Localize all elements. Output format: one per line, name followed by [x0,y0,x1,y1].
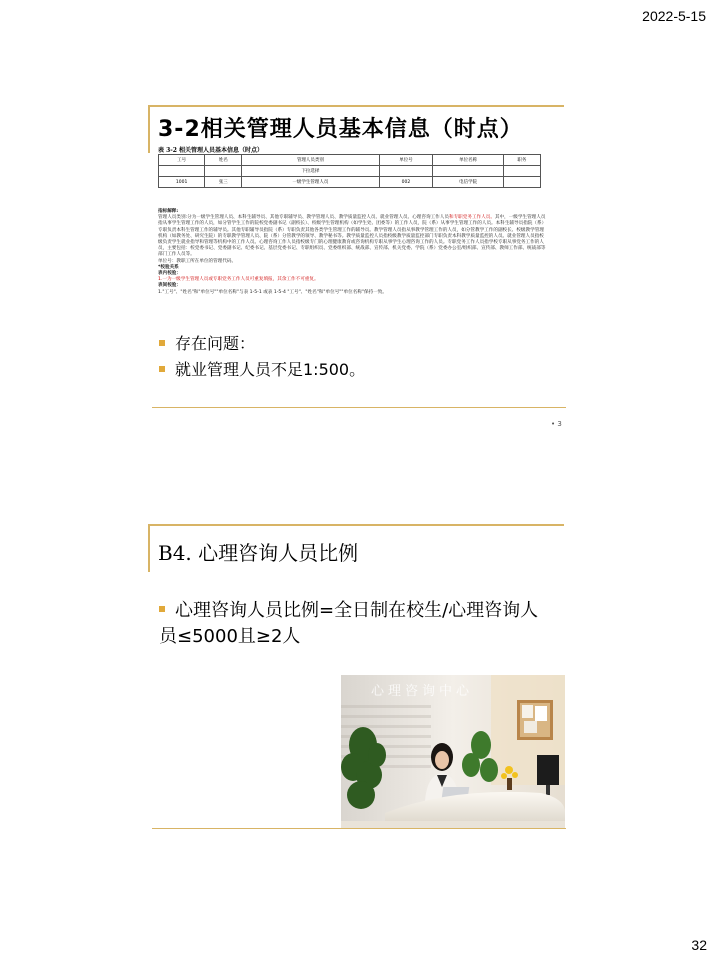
notes-paragraph [158,215,548,258]
slide1-footer-mark: • 3 [551,420,562,428]
counseling-room-photo [341,675,565,829]
table-cell: 电信学院 [433,177,503,188]
table-header-cell: 单位名称 [433,155,503,166]
table-header-cell: 姓名 [205,155,242,166]
table-header-row [159,155,541,166]
table-caption: 表 3-2 相关管理人员基本信息（时点） [158,147,264,154]
page-number: 32 [691,937,707,953]
table-cell [159,166,205,177]
slide1-top-rule [148,105,564,107]
bullet-item [159,598,549,650]
notes-paragraph: 1."工号"、"姓名"和"单位号""单位名称"与表 1-5-1 或表 1-5-4 "工号"、"姓名"和"单位号""单位名称"保持一致。 [158,289,387,295]
notes-heading: 表间校验： [158,283,181,289]
slide1-left-rule [148,105,150,153]
notes-heading: *校验关系 [158,264,179,270]
table-header-cell: 管理人员类别 [242,155,379,166]
staff-info-table [158,154,541,188]
print-date: 2022-5-15 [642,8,706,24]
table-cell: 一级学生管理人员 [242,177,379,188]
table-cell [503,166,540,177]
table-header-cell: 职务 [503,155,540,166]
notes-paragraph: 1.一为一级学生管理人员或专职党务工作人员可重复填报，其余工作不可重复。 [158,277,319,283]
table-cell [205,166,242,177]
table-cell [379,166,433,177]
slide1-title: 3-2相关管理人员基本信息（时点） [158,117,523,142]
photo-sign-text: 心理咨询中心 [371,684,474,699]
slide2-bottom-rule [152,828,566,829]
bullet-square-icon [159,606,165,612]
table-header-cell: 工号 [159,155,205,166]
table-row [159,166,541,177]
bullet-text: 存在问题： [175,334,256,353]
table-cell: 002 [379,177,433,188]
bullet-square-icon [159,340,165,346]
bullet-text: 就业管理人员不足1:500。 [175,360,366,379]
table-cell: 下拉选择 [242,166,379,177]
bullet-text: 心理咨询人员比例=全日制在校生/心理咨询人员≤5000且≥2人 [159,600,539,647]
slide2-left-rule [148,524,150,572]
notes-heading: 表内校验： [158,271,181,277]
table-row [159,177,541,188]
notes-text: 管理人员类别:分为一级学生管理人员、本科生辅导员、其他专职辅导员、教学管理人员、教学质量监控人员、就业管理人员、心理咨询工作人员 [158,215,449,221]
table-cell [433,166,503,177]
indicator-notes [158,209,548,296]
notes-text: 其中，一级学生管理人员指从事学生管理工作的人员，如分管学生工作的院校党委副书记（副校长）、校级学生管理机构（如学生处、团委等）的工作人员，院（系）从事学生管理工作的人员。本科生辅导员指院（系）专职负责本科生管理工作的辅导员。其他专职辅导员指院（系）专职负责其他各类学生管理工作的辅导员。教学管理人员指从事教学管理工作的人员，如分管教学工作的副校长、校级教学管理机构（如教务处、研究生院）的专职教学管理人员、院（系）分管教学的领导、教学秘书等。教学质量监控人员指校级教学质量监控部门专职负责本科教学质量监控的人员。就业管理人员指校级负责学生就业指导和管理等机构中的工作人员。心理咨询工作人员指校级专门的心理健康教育或咨询机构专职从事学生心理咨询工作的人员。专职党务工作人员指学校专职从事党务工作的人员，主要包括：校党委书记、党委副书记、纪委书记、基层党委书记、专职组织员、党委组织部、统战部、宣传部、机关党委、学院（系）党委办公室/组织部、宣传部、教师工作部、统战部等部门工作人员等。 [158,215,547,258]
slide2-title: B4. 心理咨询人员比例 [158,541,359,565]
bullet-item [159,331,255,354]
table-cell: 1001 [159,177,205,188]
slide2-top-rule [148,524,564,526]
notes-heading: 指标解释: [158,209,179,214]
table-header-cell: 单位号 [379,155,433,166]
table-cell [503,177,540,188]
table-cell: 张三 [205,177,242,188]
bullet-item [159,357,365,380]
notes-highlight: 和专职党务工作人员。 [448,215,495,221]
notes-paragraph: 单位号：教职工所在单位的管理代码。 [158,258,237,264]
bullet-square-icon [159,366,165,372]
slide1-bottom-rule [152,407,566,408]
